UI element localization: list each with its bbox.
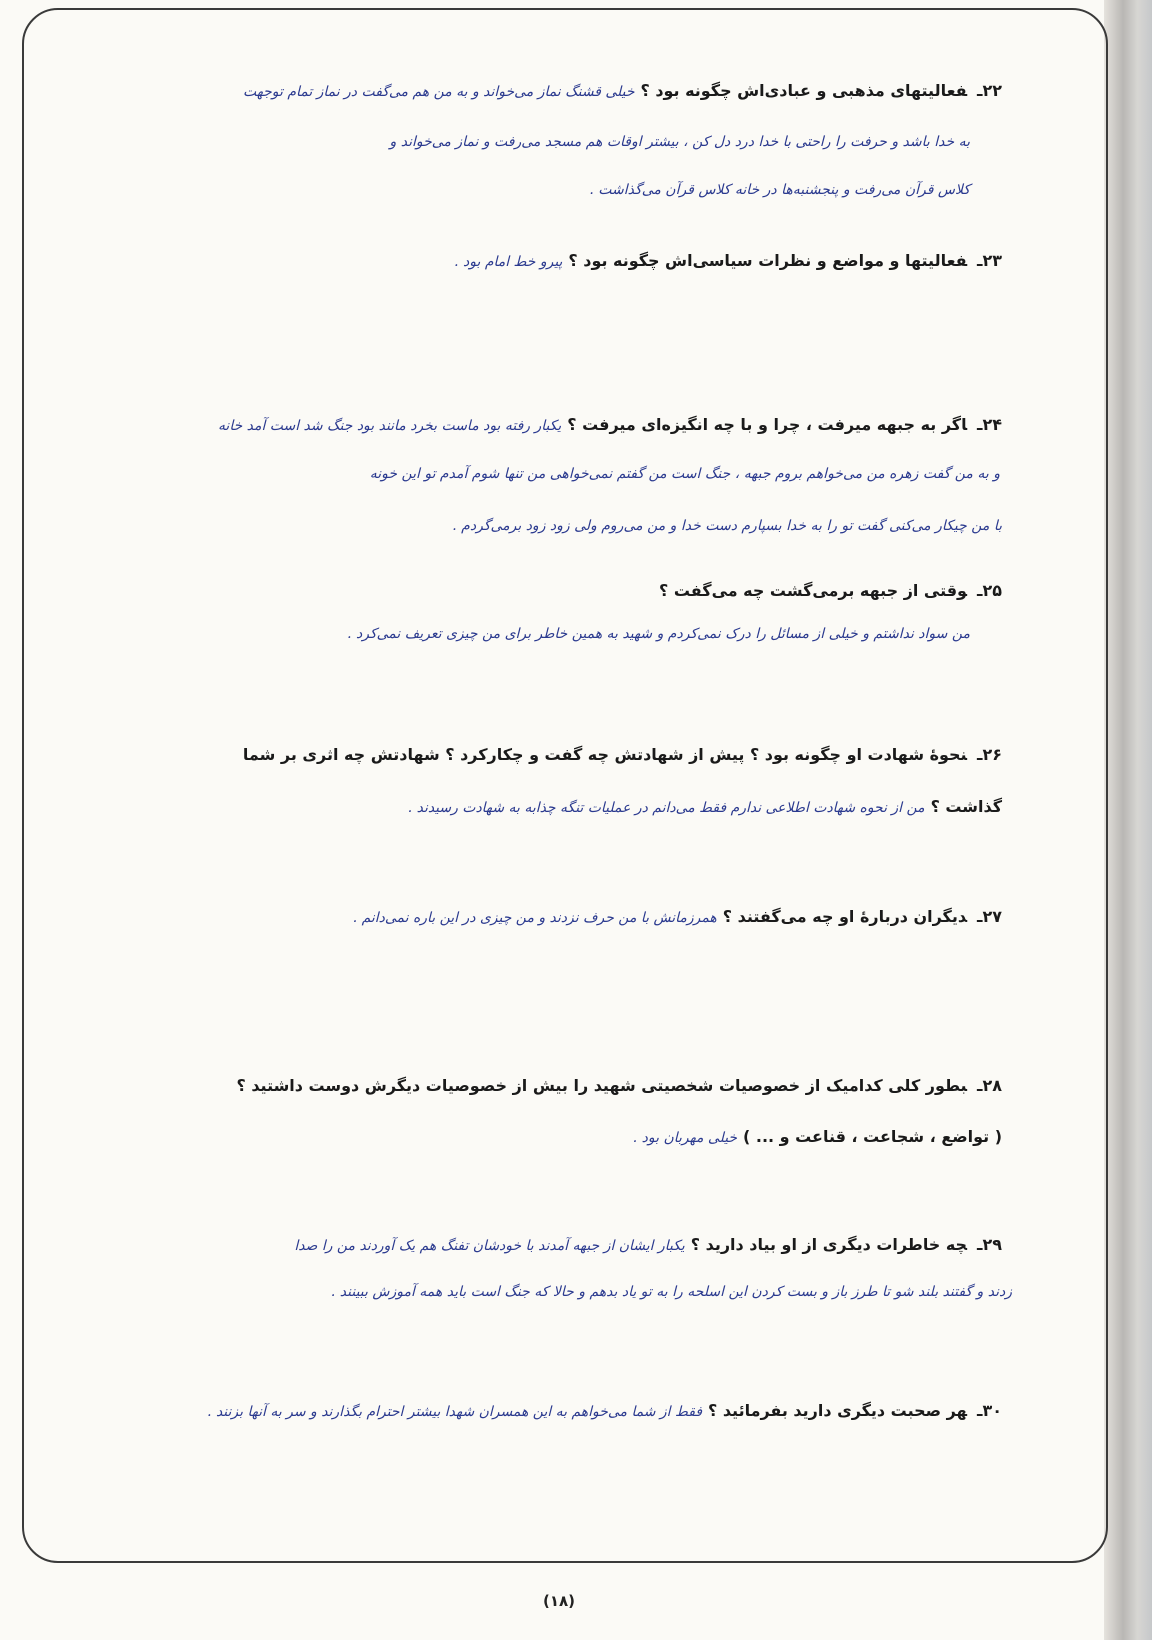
handwritten-answer-line: با من چیکار می‌کنی گفت تو را به خدا بسپارم دست خدا و من می‌روم ولی زود زود برمی‌گردم . [452,518,1002,534]
question-text: ( تواضع ، شجاعت ، قناعت و ... ) [743,1127,1002,1146]
question-text: اگر به جبهه میرفت ، چرا و با چه انگیزه‌ای میرفت ؟ [567,415,968,434]
question-30 [70,1398,1002,1425]
question-text: چه خاطرات دیگری از او بیاد دارید ؟ [690,1235,968,1254]
question-28 [70,1073,1002,1099]
question-number: ۲۹ـ [977,1235,1002,1254]
handwritten-answer: یکبار رفته بود ماست بخرد مانند بود جنگ شد است آمد خانه [217,418,562,434]
question-number: ۲۵ـ [977,581,1002,600]
question-text: وقتی از جبهه برمی‌گشت چه می‌گفت ؟ [659,581,968,600]
handwritten-answer: من از نحوه شهادت اطلاعی ندارم فقط می‌دانم در عملیات تنگه چذابه به شهادت رسیدند . [407,800,925,816]
question-text: هر صحبت دیگری دارید بفرمائید ؟ [708,1401,968,1420]
handwritten-answer-line: به خدا باشد و حرفت را راحتی با خدا درد دل کن ، بیشتر اوقات هم مسجد می‌رفت و نماز می‌خواند و [389,134,970,150]
handwritten-answer: همرزمانش با من حرف نزدند و من چیزی در این باره نمی‌دانم . [352,910,717,926]
question-number: ۲۲ـ [977,81,1002,100]
question-text: فعالیتهای مذهبی و عبادی‌اش چگونه بود ؟ [640,81,968,100]
question-number: ۲۸ـ [977,1076,1002,1095]
question-number: ۲۷ـ [977,907,1002,926]
question-number: ۳۰ـ [977,1401,1002,1420]
question-text: بطور کلی کدامیک از خصوصیات شخصیتی شهید را بیش از خصوصیات دیگرش دوست داشتید ؟ [236,1076,968,1095]
handwritten-answer: خیلی قشنگ نماز می‌خواند و به من هم می‌گفت در نماز تمام توجهت [242,84,635,100]
question-number: ۲۳ـ [977,251,1002,270]
question-text: فعالیتها و مواضع و نظرات سیاسی‌اش چگونه بود ؟ [568,251,968,270]
question-25 [70,578,1002,604]
question-23 [70,248,1002,275]
question-text: نحوهٔ شهادت او چگونه بود ؟ پیش از شهادتش چه گفت و چکارکرد ؟ شهادتش چه اثری بر شما [242,745,968,764]
question-number: ۲۶ـ [977,745,1002,764]
handwritten-answer: پیرو خط امام بود . [454,254,563,270]
question-27 [70,904,1002,931]
handwritten-answer-line: کلاس قرآن می‌رفت و پنجشنبه‌ها در خانه کلاس قرآن می‌گذاشت . [589,182,970,198]
handwritten-answer: فقط از شما می‌خواهم به این همسران شهدا بیشتر احترام بگذارند و سر به آنها بزنند . [207,1404,703,1420]
handwritten-answer-line: و به من گفت زهره من می‌خواهم بروم جبهه ، جنگ است من گفتم نمی‌خواهی من تنها شوم آمدم تو این خونه [369,466,1000,482]
page-border-frame [22,8,1108,1563]
handwritten-answer-line: من سواد نداشتم و خیلی از مسائل را درک نمی‌کردم و شهید به همین خاطر برای من چیزی تعریف نمی‌کرد . [347,626,970,642]
question-26 [70,742,1002,768]
handwritten-answer-line: زدند و گفتند بلند شو تا طرز باز و بست کردن این اسلحه را به تو یاد بدهم و حالا که جنگ است باید همه آموزش ببینند . [330,1284,1012,1300]
page-number: (۱۸) [542,1592,576,1610]
handwritten-answer: یکبار ایشان از جبهه آمدند با خودشان تفنگ هم یک آوردند من را صدا [294,1238,685,1254]
question-24 [70,412,1002,439]
page-binding-edge [1104,0,1152,1640]
question-text: دیگران دربارهٔ او چه می‌گفتند ؟ [722,907,968,926]
question-text: گذاشت ؟ [930,797,1002,816]
question-number: ۲۴ـ [977,415,1002,434]
question-28-continued [70,1124,1002,1151]
question-22 [70,78,1002,105]
question-26-continued [70,794,1002,821]
question-29 [70,1232,1002,1259]
handwritten-answer: خیلی مهربان بود . [632,1130,738,1146]
